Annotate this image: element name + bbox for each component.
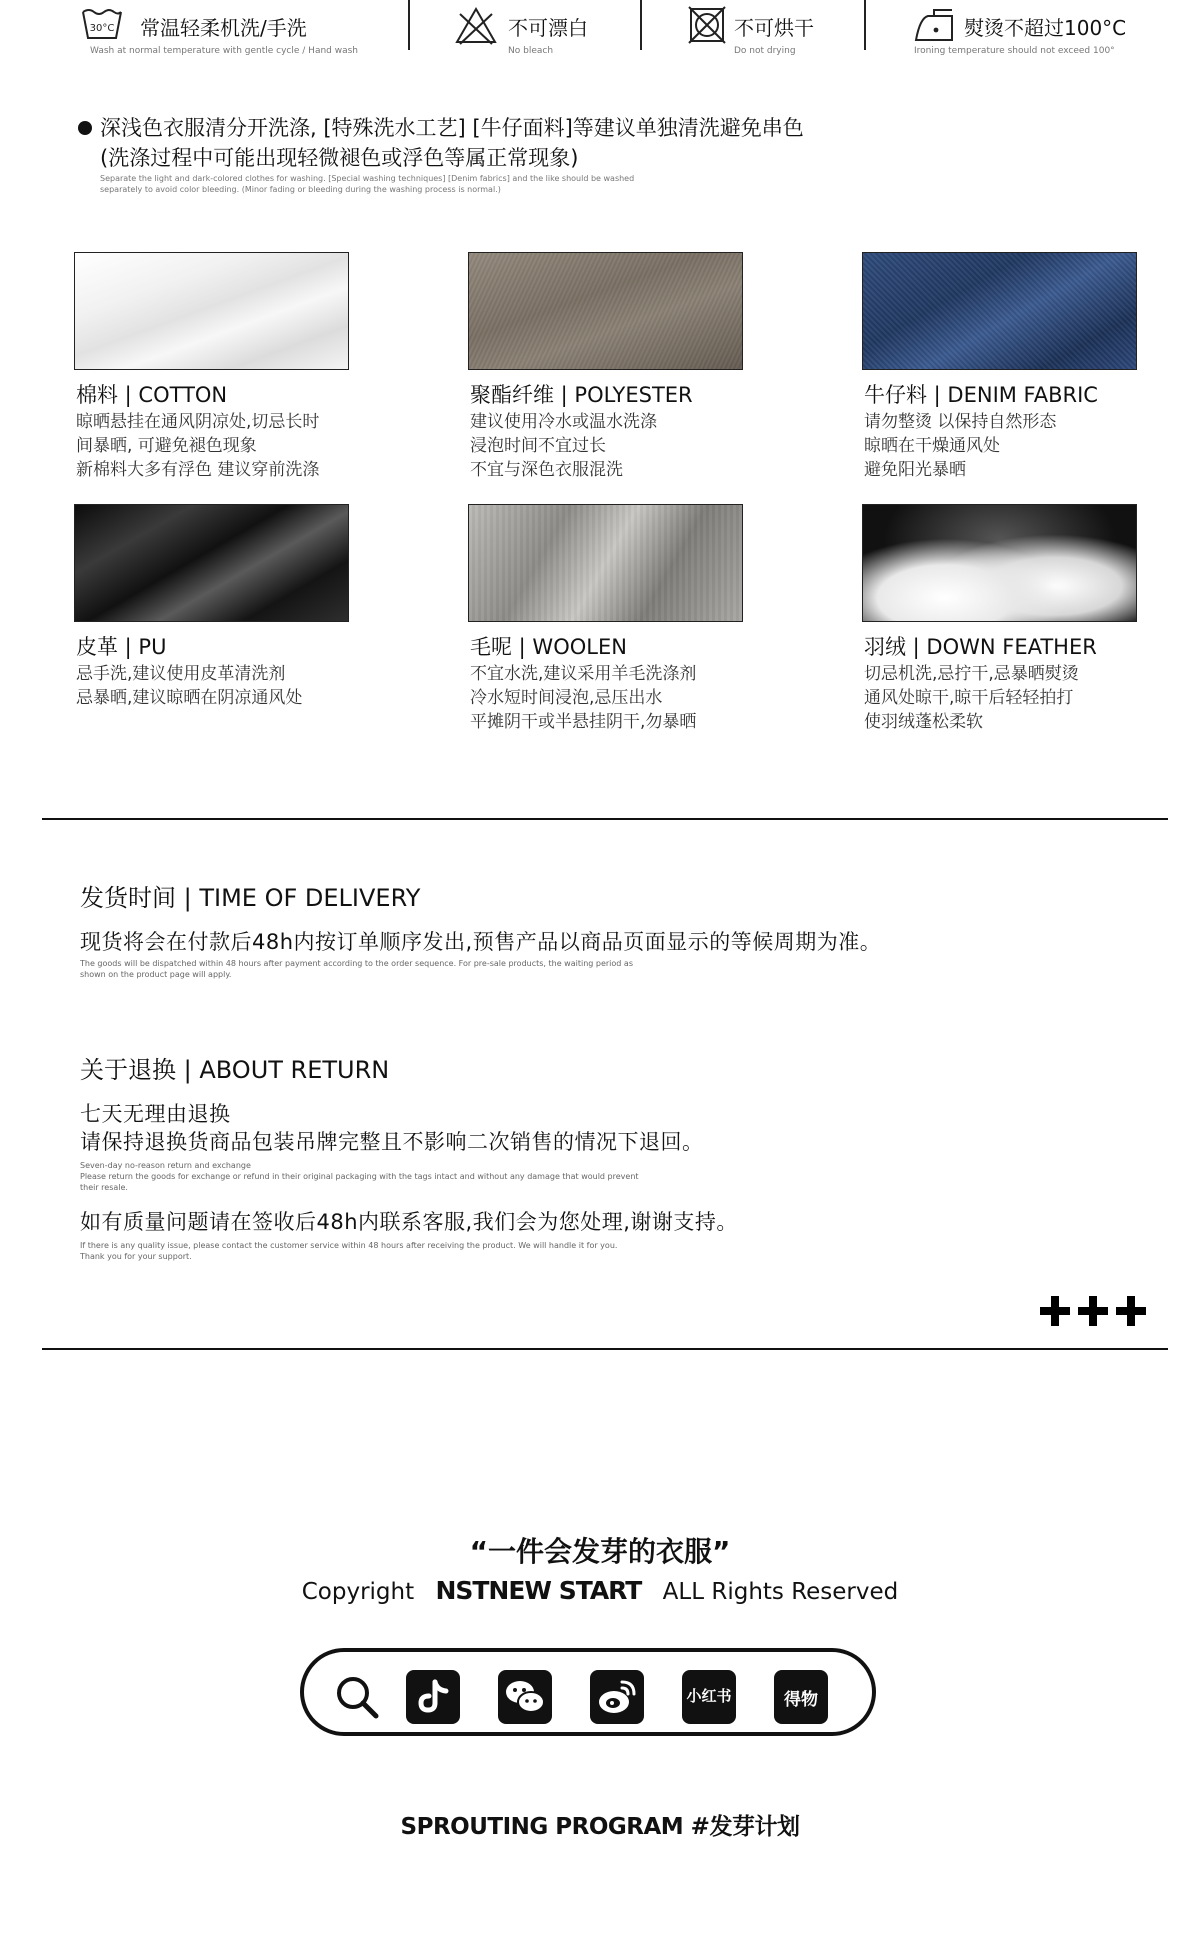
wash-note-line2: (洗涤过程中可能出现轻微褪色或浮色等属正常现象) <box>100 146 579 170</box>
care-no-bleach <box>454 4 634 54</box>
fabric-desc-line: 冷水短时间浸泡,忌压出水 <box>470 688 663 708</box>
wash-30-icon <box>80 6 124 46</box>
no-tumble-dry-icon <box>686 6 730 46</box>
brand-logo: NSTNEW START <box>435 1576 642 1605</box>
plus-icon <box>1116 1296 1146 1326</box>
fabric-denim-image <box>862 252 1137 370</box>
fabric-description <box>470 662 696 734</box>
copyright <box>0 1576 1200 1605</box>
wash-note-en: Separate the light and dark-colored clothes for washing. [Special washing techniques] [Denim fabrics] and the like should be washed separately to avoid color bleeding. (Minor fading or bleeding during the washing process is normal.) <box>100 174 635 194</box>
fabric-desc-line: 平摊阴干或半悬挂阴干,勿暴晒 <box>470 712 697 732</box>
fabric-description <box>76 662 302 710</box>
wechat-icon[interactable] <box>498 1670 552 1724</box>
plus-icon <box>1078 1296 1108 1326</box>
fabric-desc-line: 忌手洗,建议使用皮革清洗剂 <box>76 664 286 684</box>
fabric-title: 棉料 | COTTON <box>76 383 228 407</box>
fabric-desc-line: 晾晒在干燥通风处 <box>864 436 1000 456</box>
fabric-title: 牛仔料 | DENIM FABRIC <box>864 383 1098 407</box>
care-symbols-row <box>0 0 1200 60</box>
bullet-dot <box>78 121 92 135</box>
care-divider <box>408 0 410 50</box>
care-no-dry-en: Do not drying <box>734 46 796 56</box>
return-en3: If there is any quality issue, please contact the customer service within 48 hours after receiving the product. We will handle it for you. Thank you for your support. <box>80 1241 618 1261</box>
fabric-title: 毛呢 | WOOLEN <box>470 635 627 659</box>
delivery-text: 现货将会在付款后48h内按订单顺序发出,预售产品以商品页面显示的等候周期为准。 <box>80 930 882 954</box>
fabric-desc-line: 建议使用冷水或温水洗涤 <box>470 412 657 432</box>
fabric-description <box>76 410 319 482</box>
care-iron-en: Ironing temperature should not exceed 100° <box>914 46 1115 56</box>
fabric-down-image <box>862 504 1137 622</box>
care-iron <box>912 4 1192 54</box>
section-divider <box>42 818 1168 820</box>
copyright-suffix: ALL Rights Reserved <box>662 1579 899 1605</box>
fabric-cotton-image <box>74 252 349 370</box>
fabric-title: 羽绒 | DOWN FEATHER <box>864 635 1097 659</box>
care-iron-label: 熨烫不超过100°C <box>964 16 1127 40</box>
fabric-desc-line: 不宜水洗,建议采用羊毛洗涤剂 <box>470 664 697 684</box>
fabric-desc-line: 浸泡时间不宜过长 <box>470 436 606 456</box>
plus-icon <box>1040 1296 1070 1326</box>
care-no-bleach-en: No bleach <box>508 46 554 56</box>
svg-text:30°C: 30°C <box>89 23 115 34</box>
care-no-tumble-dry <box>686 4 866 54</box>
fabric-desc-line: 忌暴晒,建议晾晒在阴凉通风处 <box>76 688 303 708</box>
care-divider <box>864 0 866 50</box>
return-en2: Please return the goods for exchange or refund in their original packaging with the tags intact and without any damage that would prevent their resale. <box>80 1172 639 1192</box>
no-bleach-icon <box>454 6 498 46</box>
fabric-description <box>470 410 657 482</box>
copyright-prefix: Copyright <box>301 1579 415 1605</box>
sprouting-program: SPROUTING PROGRAM #发芽计划 <box>400 1814 800 1840</box>
dewu-icon[interactable] <box>774 1670 828 1724</box>
social-bar <box>300 1648 876 1736</box>
care-wash-30 <box>80 4 400 54</box>
wash-note-line1: 深浅色衣服清分开洗涤, [特殊洗水工艺] [牛仔面料]等建议单独清洗避免串色 <box>100 116 804 140</box>
fabric-desc-line: 晾晒悬挂在通风阴凉处,切忌长时 <box>76 412 320 432</box>
return-text3: 如有质量问题请在签收后48h内联系客服,我们会为您处理,谢谢支持。 <box>80 1210 738 1234</box>
delivery-en: The goods will be dispatched within 48 hours after payment according to the order sequence. For pre-sale products, the waiting period as shown on the product page will apply. <box>80 959 633 979</box>
fabric-desc-line: 不宜与深色衣服混洗 <box>470 460 623 480</box>
return-title: 关于退换 | ABOUT RETURN <box>80 1056 390 1084</box>
plus-decoration <box>1040 1296 1150 1330</box>
weibo-icon[interactable] <box>590 1670 644 1724</box>
return-text2: 请保持退换货商品包装吊牌完整且不影响二次销售的情况下退回。 <box>80 1130 704 1154</box>
fabric-desc-line: 使羽绒蓬松柔软 <box>864 712 983 732</box>
delivery-title: 发货时间 | TIME OF DELIVERY <box>80 884 421 912</box>
fabric-title: 皮革 | PU <box>76 635 167 659</box>
fabric-woolen-image <box>468 504 743 622</box>
dewu-label: 得物 <box>784 1690 818 1710</box>
xiaohongshu-label: 小红书 <box>686 1687 732 1705</box>
fabric-desc-line: 间暴晒, 可避免褪色现象 <box>76 436 257 456</box>
slogan: “一件会发芽的衣服” <box>469 1535 731 1568</box>
care-wash-label: 常温轻柔机洗/手洗 <box>140 16 307 40</box>
iron-icon <box>912 6 956 46</box>
return-text1: 七天无理由退换 <box>80 1102 231 1126</box>
fabric-title: 聚酯纤维 | POLYESTER <box>470 383 693 407</box>
section-divider <box>42 1348 1168 1350</box>
fabric-description <box>864 410 1056 482</box>
fabric-desc-line: 通风处晾干,晾干后轻轻拍打 <box>864 688 1074 708</box>
care-no-bleach-label: 不可漂白 <box>508 16 588 40</box>
care-divider <box>640 0 642 50</box>
care-wash-en: Wash at normal temperature with gentle cycle / Hand wash <box>90 46 359 56</box>
care-no-dry-label: 不可烘干 <box>734 16 814 40</box>
fabric-polyester-image <box>468 252 743 370</box>
douyin-icon[interactable] <box>406 1670 460 1724</box>
xiaohongshu-icon[interactable] <box>682 1670 736 1724</box>
fabric-pu-image <box>74 504 349 622</box>
fabric-desc-line: 新棉料大多有浮色 建议穿前洗涤 <box>76 460 320 480</box>
fabric-desc-line: 请勿整烫 以保持自然形态 <box>864 412 1057 432</box>
fabric-desc-line: 避免阳光暴晒 <box>864 460 966 480</box>
fabric-description <box>864 662 1079 734</box>
return-en1: Seven-day no-reason return and exchange <box>80 1161 251 1170</box>
fabric-desc-line: 切忌机洗,忌拧干,忌暴晒熨烫 <box>864 664 1079 684</box>
search-icon[interactable] <box>330 1670 384 1724</box>
